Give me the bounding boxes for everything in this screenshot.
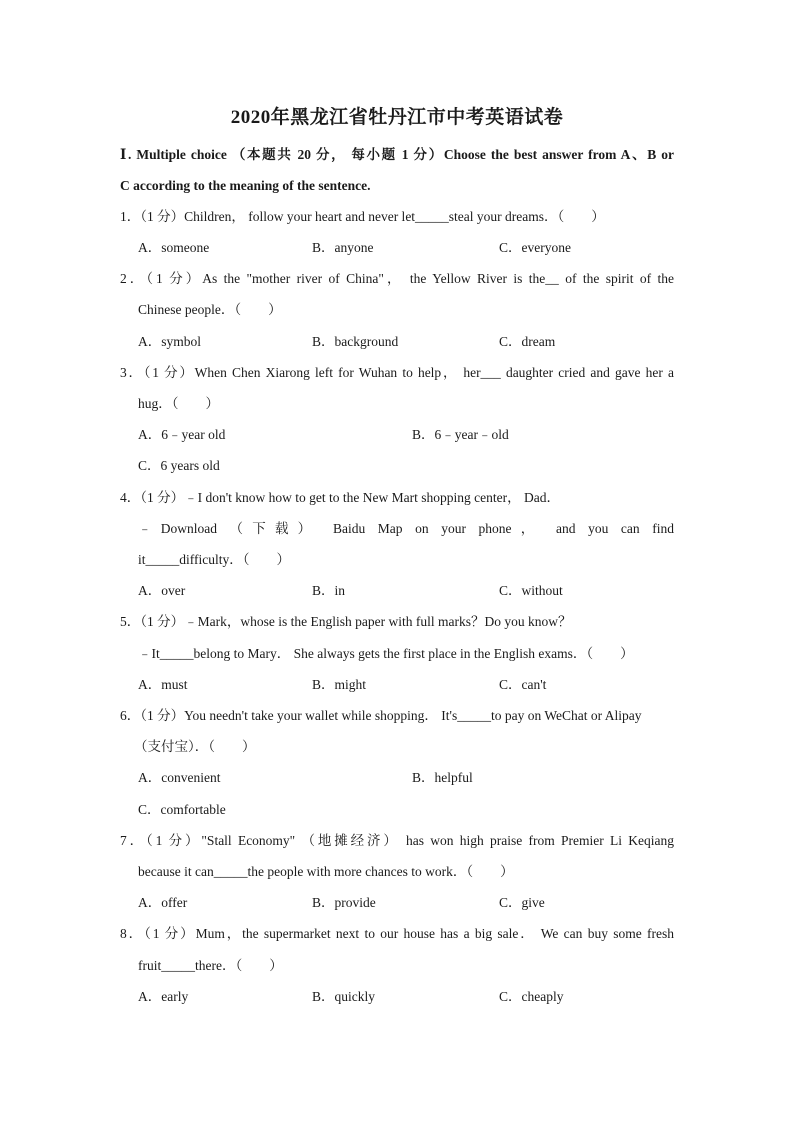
question-2-line-2: Chinese people．（ ） — [138, 302, 282, 317]
question-3-option-a[interactable]: A．6﹣year old — [138, 427, 226, 442]
question-2-line-1: 2．（1 分）As the "mother river of China"， the Yellow River is the__ of the spirit of the — [120, 271, 674, 286]
question-3-option-c[interactable]: C．6 years old — [138, 458, 220, 473]
question-6-line-1: 6．（1 分）You needn't take your wallet while shopping． It's_____to pay on WeChat or Alipay — [120, 708, 642, 723]
question-1-option-a[interactable]: A．someone — [138, 240, 210, 255]
question-8-option-a[interactable]: A．early — [138, 989, 189, 1004]
question-6-option-c[interactable]: C．comfortable — [138, 802, 226, 817]
question-7-line-1: 7．（1 分）"Stall Economy" （地摊经济） has won high praise from Premier Li Keqiang — [120, 833, 674, 848]
question-7-option-a[interactable]: A．offer — [138, 895, 188, 910]
question-3-line-2: hug．（ ） — [138, 396, 219, 411]
question-4-option-b[interactable]: B．in — [312, 583, 346, 598]
question-3-line-1: 3．（1 分）When Chen Xiarong left for Wuhan to help， her___ daughter cried and gave her a — [120, 365, 674, 380]
question-2-option-c[interactable]: C．dream — [499, 334, 556, 349]
question-6-option-a[interactable]: A．convenient — [138, 770, 221, 785]
question-7-line-2: because it can_____the people with more chances to work．（ ） — [138, 864, 514, 879]
question-8-line-2: fruit_____there．（ ） — [138, 958, 283, 973]
question-4-line-2: ﹣Download （下载） Baidu Map on your phone， and you can find — [138, 521, 674, 536]
question-3-option-b[interactable]: B．6﹣year﹣old — [412, 427, 509, 442]
question-8-option-c[interactable]: C．cheaply — [499, 989, 564, 1004]
exam-title: 2020年黑龙江省牡丹江市中考英语试卷 — [230, 107, 564, 128]
question-7-option-b[interactable]: B．provide — [312, 895, 376, 910]
question-8-option-b[interactable]: B．quickly — [312, 989, 375, 1004]
question-4-line-3: it_____difficulty．（ ） — [138, 552, 290, 567]
question-1-option-c[interactable]: C．everyone — [499, 240, 571, 255]
question-5-line-1: 5．（1 分）﹣Mark，whose is the English paper with full marks？Do you know？ — [120, 614, 572, 629]
section-heading-line-2: C according to the meaning of the sentence. — [120, 178, 371, 193]
question-4-line-1: 4．（1 分）﹣I don't know how to get to the New Mart shopping center， Dad． — [120, 490, 560, 505]
question-8-line-1: 8．（1 分）Mum，the supermarket next to our house has a big sale． We can buy some fresh — [120, 926, 674, 941]
question-5-option-b[interactable]: B．might — [312, 677, 367, 692]
question-5-option-c[interactable]: C．can't — [499, 677, 547, 692]
question-4-option-a[interactable]: A．over — [138, 583, 186, 598]
question-5-line-2: ﹣It_____belong to Mary． She always gets the first place in the English exams．（ ） — [138, 646, 634, 661]
question-6-option-b[interactable]: B．helpful — [412, 770, 473, 785]
question-1-line-1: 1．（1 分）Children， follow your heart and never let_____steal your dreams．（ ） — [120, 209, 605, 224]
section-heading-line-1: Ⅰ. Multiple choice （本题共 20 分， 每小题 1 分）Choose the best answer from A、B or — [120, 147, 674, 162]
question-4-option-c[interactable]: C．without — [499, 583, 563, 598]
question-2-option-b[interactable]: B．background — [312, 334, 399, 349]
question-5-option-a[interactable]: A．must — [138, 677, 188, 692]
question-7-option-c[interactable]: C．give — [499, 895, 545, 910]
question-6-line-2: （支付宝）．（ ） — [134, 739, 256, 754]
question-2-option-a[interactable]: A．symbol — [138, 334, 202, 349]
question-1-option-b[interactable]: B．anyone — [312, 240, 374, 255]
